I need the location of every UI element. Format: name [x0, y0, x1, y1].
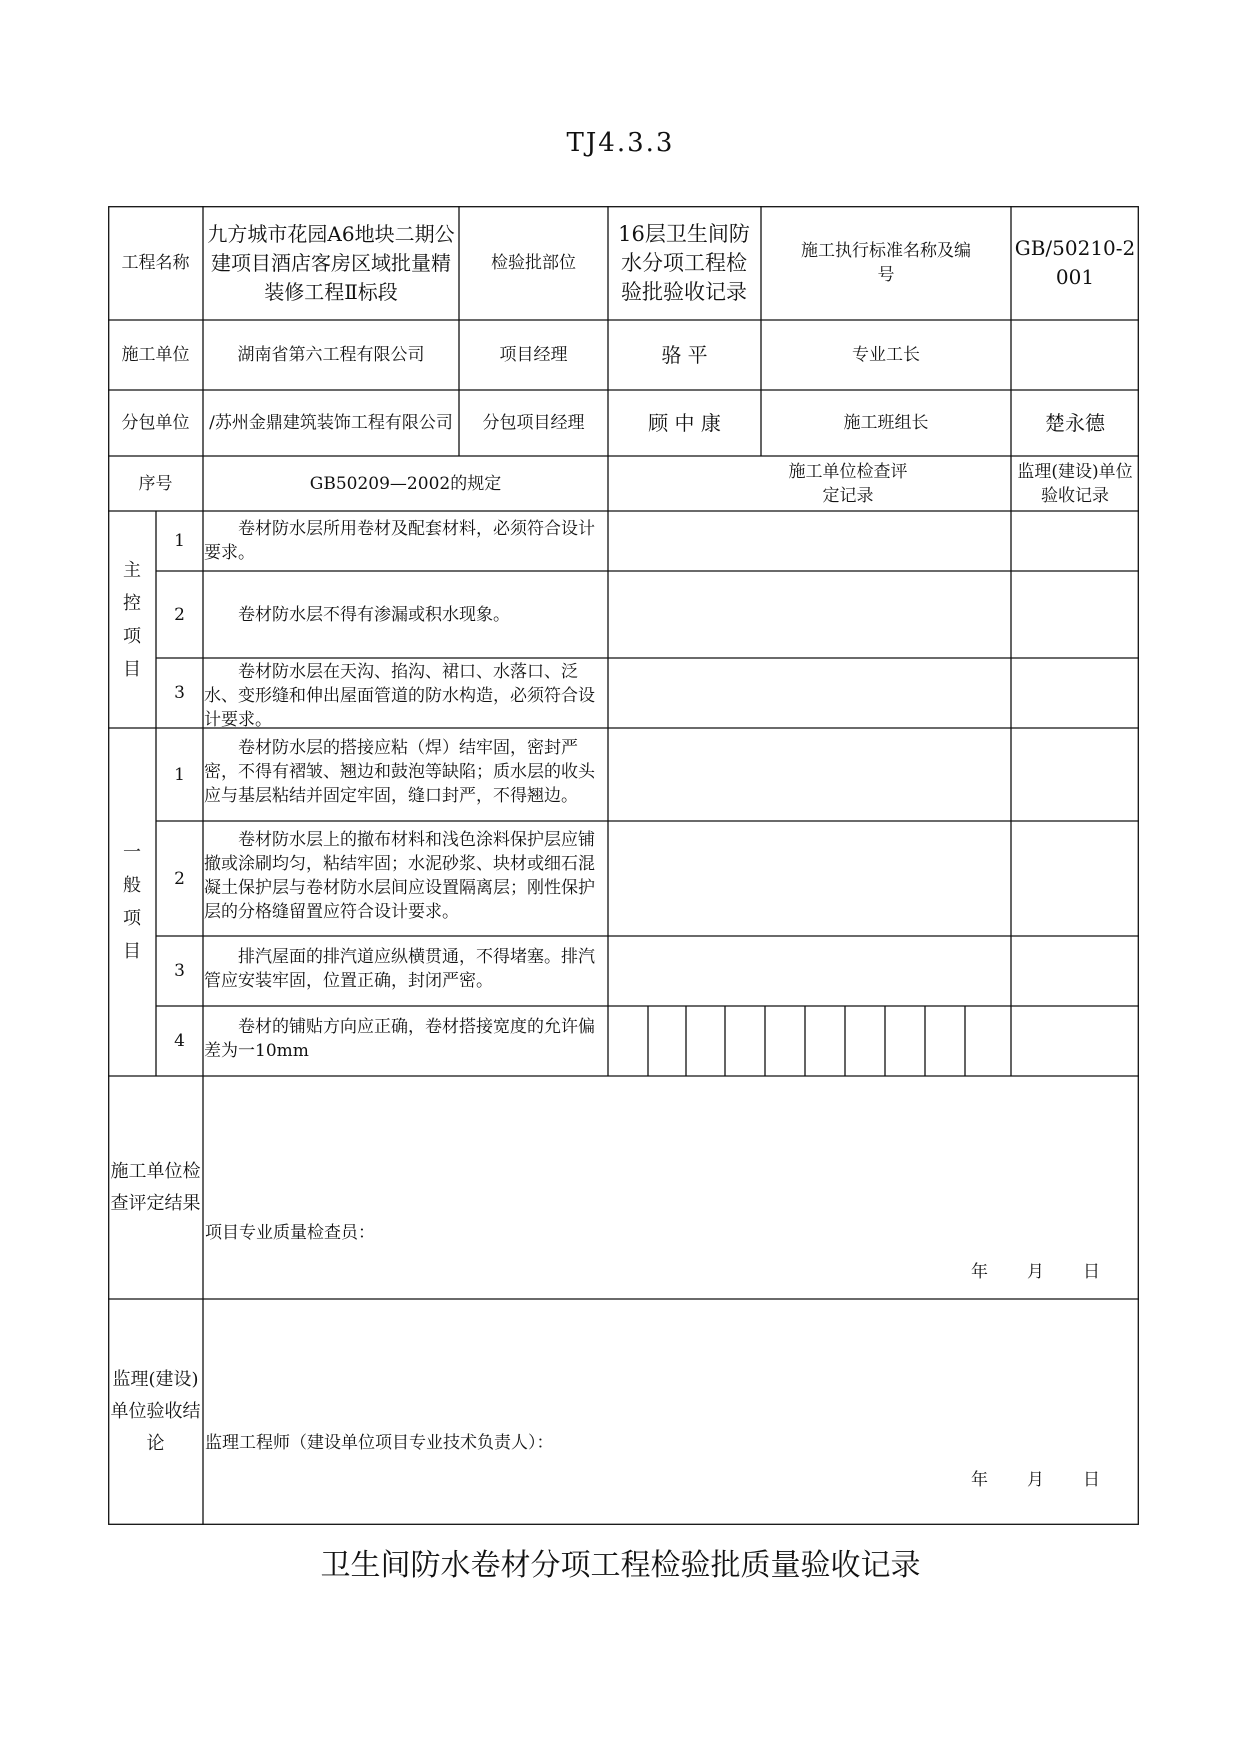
contractor-sign-date	[971, 1257, 1131, 1282]
foreman-value	[1011, 320, 1139, 390]
general-item-1-text: 卷材防水层的搭接应粘（焊）结牢固，密封严密，不得有褶皱、翘边和鼓泡等缺陷；质水层的收头应与基层粘结并固定牢固，缝口封严，不得翘边。	[204, 738, 595, 806]
document-code: TJ4.3.3	[566, 128, 675, 158]
contractor-value: 湖南省第六工程有限公司	[237, 345, 425, 365]
general-item-4-no: 4	[174, 1031, 185, 1051]
year-label: 年	[971, 1470, 988, 1490]
supervisor-record-header: 监理(建设)单位验收记录	[1017, 461, 1133, 506]
standard-label: 施工执行标准名称及编号	[801, 241, 971, 285]
project-manager-label: 项目经理	[499, 345, 568, 365]
supervisor-conclusion-label: 监理(建设)单位验收结论	[110, 1369, 201, 1454]
batch-location-value: 16层卫生间防水分项工程检验批验收记录	[618, 221, 750, 304]
general-item-3-text: 排汽屋面的排汽道应纵横贯通，不得堵塞。排汽管应安装牢固，位置正确，封闭严密。	[204, 947, 595, 991]
project-name-value: 九方城市花园A6地块二期公建项目酒店客房区域批量精装修工程Ⅱ标段	[207, 221, 455, 304]
main-item-3-text: 卷材防水层在天沟、掐沟、裙口、水落口、泛水、变形缝和伸出屋面管道的防水构造，必须符合设计要求。	[204, 662, 595, 728]
main-item-2-no: 2	[174, 604, 185, 625]
general-item-3-no: 3	[174, 961, 185, 981]
contractor-record-header: 施工单位检查评定记录	[788, 461, 908, 506]
seq-header: 序号	[138, 473, 173, 494]
spec-header: GB50209—2002的规定	[309, 473, 502, 494]
project-name-label: 工程名称	[121, 253, 190, 273]
contractor-signer-label: 项目专业质量检查员：	[205, 1223, 375, 1243]
day-label: 日	[1083, 1470, 1100, 1490]
main-item-1-text: 卷材防水层所用卷材及配套材料，必须符合设计要求。	[204, 519, 595, 563]
contractor-label: 施工单位	[121, 345, 190, 365]
general-item-2-no: 2	[174, 868, 185, 889]
subcontractor-value: /苏州金鼎建筑装饰工程有限公司	[209, 413, 453, 433]
project-manager-value: 骆 平	[661, 342, 708, 367]
main-item-2-text: 卷材防水层不得有渗漏或积水现象。	[238, 604, 510, 625]
team-leader-value: 楚永德	[1045, 410, 1105, 435]
year-label: 年	[971, 1262, 988, 1282]
general-item-4-text: 卷材的铺贴方向应正确，卷材搭接宽度的允许偏差为一10mm	[204, 1017, 595, 1061]
standard-value: GB/50210-2001	[1014, 236, 1136, 289]
day-label: 日	[1083, 1262, 1100, 1282]
foreman-label: 专业工长	[852, 345, 920, 365]
subcontractor-label: 分包单位	[121, 413, 190, 433]
team-leader-label: 施工班组长	[843, 413, 929, 433]
main-item-3-no: 3	[174, 683, 185, 703]
supervisor-sign-date	[971, 1465, 1131, 1490]
document-title: 卫生间防水卷材分项工程检验批质量验收记录	[320, 1548, 921, 1583]
month-label: 月	[1027, 1262, 1044, 1282]
inspection-form-table	[108, 206, 1139, 1525]
general-section-label: 一般项目	[123, 842, 141, 962]
main-control-section-label: 主控项目	[123, 559, 141, 680]
general-item-1-no: 1	[174, 764, 185, 785]
batch-location-label: 检验批部位	[491, 253, 576, 273]
sub-project-manager-value: 顾 中 康	[648, 410, 721, 435]
contractor-conclusion-label: 施工单位检查评定结果	[110, 1160, 201, 1214]
general-item-2-text: 卷材防水层上的撤布材料和浅色涂料保护层应铺撤或涂刷均匀，粘结牢固；水泥砂浆、块材或细石混凝土保护层与卷材防水层间应设置隔离层；刚性保护层的分格缝留置应符合设计要求。	[204, 830, 595, 922]
supervisor-signer-label: 监理工程师（建设单位项目专业技术负责人）：	[205, 1433, 554, 1453]
sub-project-manager-label: 分包项目经理	[482, 413, 585, 433]
month-label: 月	[1027, 1470, 1044, 1490]
main-item-1-no: 1	[174, 531, 185, 551]
